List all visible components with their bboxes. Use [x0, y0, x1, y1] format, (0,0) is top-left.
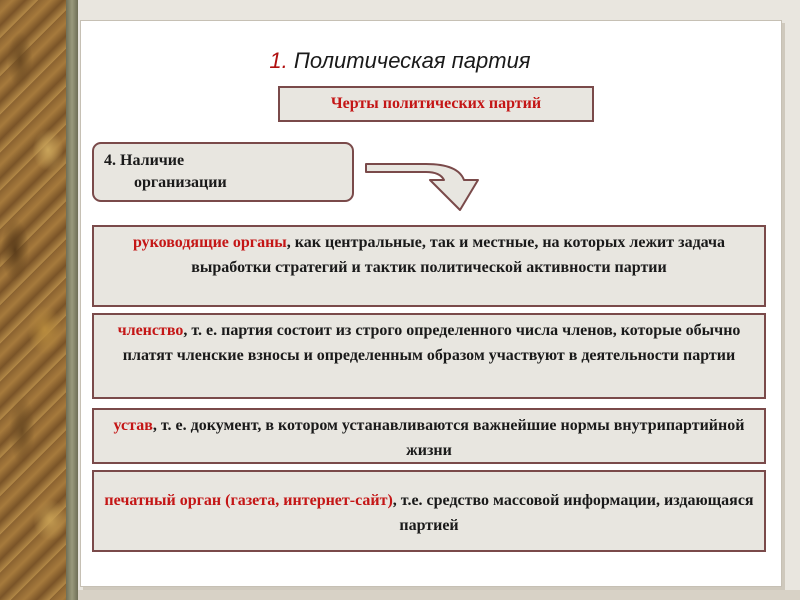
item-highlight: устав	[113, 417, 153, 434]
item-highlight: членство	[117, 322, 184, 339]
item-text: , как центральные, так и местные, на которых лежит задача выработки стратегий и тактик политической активности партии	[191, 234, 726, 276]
feature-label-box	[92, 142, 354, 202]
item-text: , т.е. средство массовой информации, издающаяся партией	[392, 492, 754, 534]
marble-texture-border	[0, 0, 66, 600]
features-header-box: Черты политических партий	[278, 86, 594, 122]
title-text: Политическая партия	[293, 48, 531, 73]
slide-title	[0, 48, 800, 74]
item-highlight: руководящие органы	[132, 234, 287, 251]
curved-down-arrow-icon	[364, 158, 500, 218]
item-box-membership	[92, 313, 766, 399]
item-highlight: печатный орган (газета, интернет-сайт)	[104, 492, 393, 509]
item-box-governing-bodies	[92, 225, 766, 307]
feature-line-2: организации	[134, 174, 227, 191]
item-box-charter	[92, 408, 766, 464]
bottom-band	[78, 590, 800, 600]
border-strip	[66, 0, 78, 600]
item-text: , т. е. документ, в котором устанавливаются важнейшие нормы внутрипартийной жизни	[152, 417, 745, 459]
title-number: 1.	[269, 48, 288, 73]
item-text: , т. е. партия состоит из строго определенного числа членов, которые обычно платят членские взносы и определенным образом участвуют в деятельности партии	[122, 322, 741, 364]
feature-line-1: 4. Наличие	[104, 152, 185, 169]
item-box-press-organ	[92, 470, 766, 552]
